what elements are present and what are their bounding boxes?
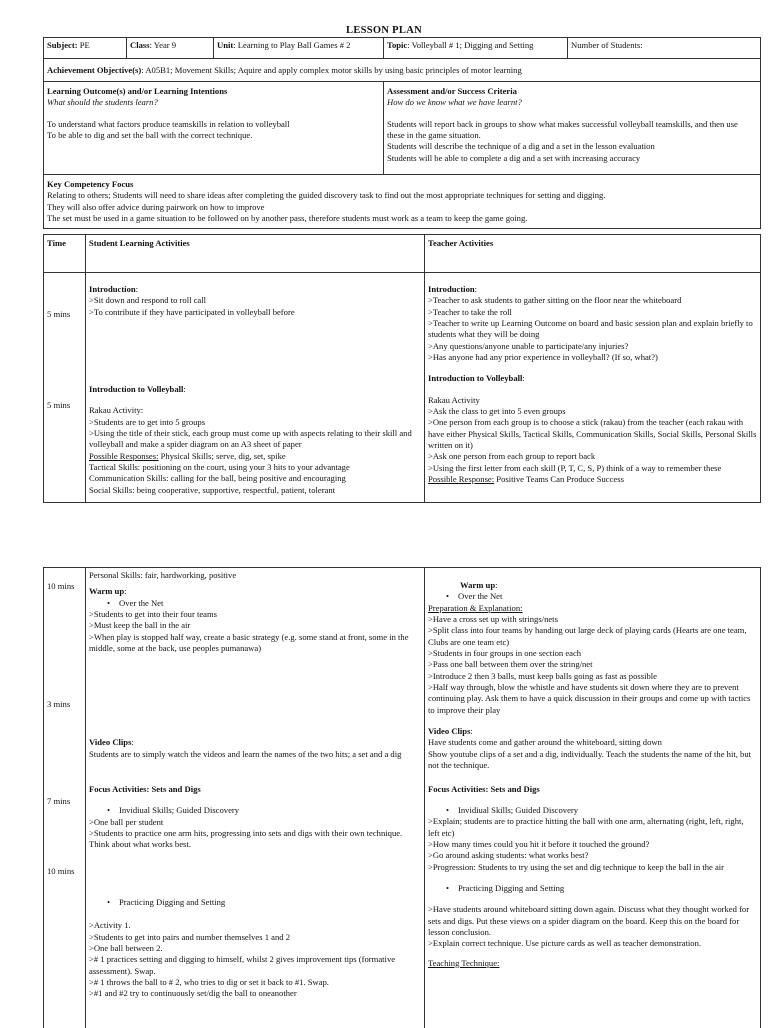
teacher-focus-item: >Progression: Students to try using the set and dig technique to keep the ball in the air: [428, 861, 725, 872]
teacher-practice-item: >Have students around whiteboard sitting down again. Discuss what they thought worked for sets and digs. Put these views on a spider diagram on the board. Keep this on the board for lesson conclusion.: [428, 904, 750, 937]
teacher-focus-item: >How many times could you hit it before it touched the ground?: [428, 838, 650, 849]
time-value: 3 mins: [47, 699, 71, 710]
topic-label: Topic: [387, 40, 408, 50]
page-title: LESSON PLAN: [346, 25, 422, 36]
time-value: 10 mins: [47, 866, 75, 877]
teacher-intro-heading: Introduction:: [428, 284, 478, 294]
header-row: [44, 38, 761, 59]
student-focus-heading: Focus Activities: Sets and Digs: [89, 784, 201, 795]
student-warmup-heading: Warm up:: [89, 586, 127, 597]
teacher-intro-item: >Any questions/anyone unable to participate/any injuries?: [428, 340, 629, 351]
student-practice-bullet: • Practicing Digging and Setting: [89, 897, 421, 908]
student-volleyball-item: >Using the title of their stick, each group must come up with aspects relating to their skill and volleyball and make a spider diagram on an A3 sheet of paper: [89, 428, 412, 450]
achievement-cell: [44, 59, 761, 82]
subject-cell: [44, 38, 127, 59]
teacher-focus-item: >Explain; students are to practice hitting the ball with one arm, alternating (right, left, right, left etc): [428, 816, 744, 838]
teacher-warmup-bullet: • Over the Net: [428, 591, 757, 602]
student-focus-item: >One ball per student: [89, 816, 164, 827]
teacher-intro-item: >Teacher to write up Learning Outcome on board and basic session plan and explain briefly to students what they will be doing: [428, 318, 753, 340]
teacher-practice-bullet: • Practicing Digging and Setting: [428, 883, 757, 894]
teacher-intro-item: >Teacher to ask students to gather sitting on the floor near the whiteboard: [428, 295, 682, 306]
time-value: 5 mins: [47, 400, 71, 411]
unit-cell: [214, 38, 384, 59]
student-activities-cell: [86, 273, 425, 503]
teacher-prep-item: >Half way through, blow the whistle and have students sit down where they are to prevent continuing play. Ask them to have a quick discussion in their groups and come up with tactics to improve their play: [428, 682, 751, 715]
students-cell: [568, 38, 761, 59]
activities-table-top: [43, 234, 761, 503]
class-label: Class: [130, 40, 150, 50]
subject-label: Subject:: [47, 40, 78, 50]
student-practice-item: >Activity 1.: [89, 920, 131, 931]
student-focus-bullet: • Invidiual Skills; Guided Discovery: [89, 805, 421, 816]
activities-table-bottom: [43, 567, 761, 1028]
student-warmup-item: >Students to get into their four teams: [89, 609, 218, 620]
assessment-item: Students will report back in groups to show what makes successful volleyball teamskills, and then use these in the game situation.: [387, 118, 738, 141]
teacher-intro-item: >Has anyone had any prior experience in volleyball? (If so, what?): [428, 352, 658, 363]
subject-value: PE: [79, 40, 90, 50]
outcome-item: To be able to dig and set the ball with the correct technique.: [47, 130, 253, 141]
student-header: Student Learning Activities: [86, 235, 425, 273]
outcomes-cell: [44, 82, 384, 175]
teacher-activities-cell: [425, 568, 761, 1028]
time-cell: [44, 568, 86, 1028]
student-focus-item: >Students to practice one arm hits, progressing into sets and digs with their own technique. Think about what works best.: [89, 828, 403, 850]
lesson-plan-table-top: [43, 37, 761, 229]
teacher-header: Teacher Activities: [425, 235, 761, 273]
competency-item: Relating to others; Students will need to share ideas after completing the guided discovery task to find out the most appropriate techniques for setting and digging.: [47, 190, 606, 201]
student-practice-item: >#1 and #2 try to continuously set/dig the ball to oneanother: [89, 988, 297, 999]
teacher-activities-cell: [425, 273, 761, 503]
student-volleyball-item: Rakau Activity:: [89, 405, 144, 416]
teacher-intro-item: >Teacher to take the roll: [428, 306, 512, 317]
teacher-prep-item: >Pass one ball between them over the string/net: [428, 659, 593, 670]
student-intro-item: >To contribute if they have participated in volleyball before: [89, 306, 295, 317]
students-label: Number of Students:: [571, 40, 643, 50]
student-practice-item: ># 1 throws the ball to # 2, who tries to dig or set it back to #1. Swap.: [89, 976, 329, 987]
teacher-prep-item: >Introduce 2 then 3 balls, must keep balls going as fast as possible: [428, 670, 657, 681]
activities-row-1: [44, 273, 761, 503]
unit-label: Unit: [217, 40, 234, 50]
teacher-volleyball-item: >One person from each group is to choose a stick (rakau) from the teacher (each rakau with have either Physical Skills, Tactical Skills, Communication Skills, Social Skills, Personal Skills written on it): [428, 417, 757, 451]
student-video-item: Students are to simply watch the videos and learn the names of the two hits; a set and a dig: [89, 748, 402, 759]
competency-label: Key Competency Focus: [47, 179, 134, 189]
student-skill-item: Tactical Skills: positioning on the court, using your 3 hits to your advantage: [89, 462, 350, 473]
student-practice-item: >Students to get into pairs and number themselves 1 and 2: [89, 931, 291, 942]
teacher-volleyball-item: >Using the first letter from each skill (P, T, C, S, P) think of a way to remember these: [428, 462, 722, 473]
time-header: Time: [44, 235, 86, 273]
outcomes-row: [44, 82, 761, 175]
teacher-video-item: Show youtube clips of a set and a dig, individually. Teach the students the name of the hit, but not the technique.: [428, 748, 752, 771]
activities-header-row: [44, 235, 761, 273]
teacher-volleyball-item: >Ask the class to get into 5 even groups: [428, 406, 566, 417]
teacher-focus-item: >Go around asking students: what works best?: [428, 850, 589, 861]
outcome-item: To understand what factors produce teamskills in relation to volleyball: [47, 118, 290, 129]
achievement-text: : A05B1; Movement Skills; Aquire and apply complex motor skills by using basic principles of motor learning: [141, 65, 522, 75]
teacher-prep-item: >Students in four groups in one section each: [428, 648, 582, 659]
outcomes-question: What should the students learn?: [47, 97, 158, 108]
teacher-practice-item: >Explain correct technique. Use picture cards as well as teacher demonstration.: [428, 938, 702, 949]
teacher-volleyball-heading: Introduction to Volleyball:: [428, 373, 525, 384]
teacher-focus-heading: Focus Activities: Sets and Digs: [428, 783, 540, 794]
achievement-row: [44, 59, 761, 82]
competency-row: [44, 175, 761, 229]
student-warmup-bullet: • Over the Net: [89, 598, 421, 609]
competency-item: They will also offer advice during pairwork on how to improve: [47, 201, 265, 212]
competency-item: The set must be used in a game situation to be followed on by another pass, therefore students must work as a team to keep the game going.: [47, 213, 528, 224]
student-volleyball-item: >Students are to get into 5 groups: [89, 416, 206, 427]
outcomes-label: Learning Outcome(s) and/or Learning Intentions: [47, 86, 228, 96]
achievement-label: Achievement Objective(s): [47, 65, 142, 75]
student-practice-item: ># 1 practices setting and digging to himself, whilst 2 gives improvement tips (formative assessment). Swap.: [89, 954, 396, 976]
teacher-video-item: Have students come and gather around the whiteboard, sitting down: [428, 737, 662, 748]
assessment-label: Assessment and/or Success Criteria: [387, 86, 517, 96]
student-intro-item: >Sit down and respond to roll call: [89, 295, 207, 306]
teacher-prep-item: >Have a cross set up with strings/nets: [428, 614, 558, 625]
student-practice-item: >One ball between 2.: [89, 942, 163, 953]
time-value: 5 mins: [47, 309, 71, 319]
topic-value: : Volleyball # 1; Digging and Setting: [407, 40, 534, 50]
student-video-heading: Video Clips:: [89, 737, 134, 748]
personal-skills: Personal Skills: fair, hardworking, positive: [89, 570, 237, 580]
teacher-focus-bullet: • Invidiual Skills; Guided Discovery: [428, 805, 757, 816]
assessment-cell: [384, 82, 761, 175]
class-value: : Year 9: [149, 40, 177, 50]
class-cell: [127, 38, 214, 59]
teacher-volleyball-item: >Ask one person from each group to report back: [428, 451, 596, 462]
teacher-warmup-heading: Warm up:: [460, 580, 498, 590]
competency-cell: [44, 175, 761, 229]
teacher-volleyball-item: Rakau Activity: [428, 394, 480, 405]
activities-row-2: [44, 568, 761, 1028]
topic-cell: [384, 38, 568, 59]
preparation-label: Preparation & Explanation:: [428, 602, 523, 613]
student-warmup-item: >Must keep the ball in the air: [89, 620, 191, 631]
assessment-item: Students will describe the technique of a dig and a set in the lesson evaluation: [387, 141, 655, 152]
time-cell: [44, 273, 86, 503]
possible-response: Possible Response: Positive Teams Can Produce Success: [428, 474, 624, 485]
assessment-question: How do we know what we have learnt?: [387, 97, 522, 108]
time-value: 7 mins: [47, 795, 71, 806]
student-warmup-item: >When play is stopped half way, create a basic strategy (e.g. some stand at front, some in the middle, some at the back, use peoples pumanawa): [89, 631, 409, 654]
student-volleyball-heading: Introduction to Volleyball:: [89, 384, 186, 395]
teacher-prep-item: >Split class into four teams by handing out large deck of playing cards (Hearts are one team, Clubs are one team etc): [428, 625, 747, 647]
assessment-item: Students will be able to complete a dig and a set with increasing accuracy: [387, 152, 641, 163]
student-skill-item: Communication Skills: calling for the ball, being positive and encouraging: [89, 473, 346, 484]
unit-value: : Learning to Play Ball Games # 2: [233, 40, 351, 50]
student-activities-cell: [86, 568, 425, 1028]
teaching-technique-label: Teaching Technique:: [428, 957, 500, 968]
student-skill-item: Social Skills: being cooperative, supportive, respectful, patient, tolerant: [89, 484, 336, 495]
teacher-video-heading: Video Clips:: [428, 726, 473, 737]
time-value: 10 mins: [47, 581, 75, 591]
possible-responses: Possible Responses: Physical Skills; serve, dig, set, spike: [89, 450, 286, 461]
student-intro-heading: Introduction:: [89, 284, 139, 294]
